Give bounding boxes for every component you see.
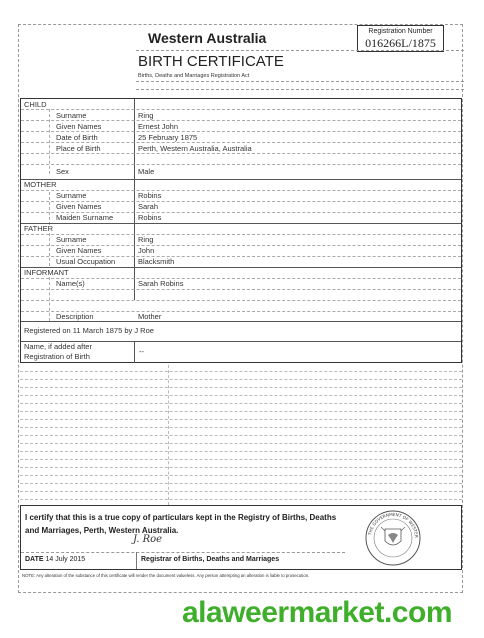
section-line	[21, 267, 461, 268]
subtitle-divider	[136, 81, 464, 82]
header-divider	[136, 50, 464, 51]
blank-ruled-area	[20, 365, 462, 505]
certificate-subtitle: Births, Deaths and Marriages Registration Act	[138, 73, 250, 79]
section-line	[21, 179, 461, 180]
row-line	[21, 190, 461, 191]
child-surname-value: Ring	[138, 111, 154, 120]
informant-description-label: Description	[56, 312, 94, 321]
ruled-line	[20, 403, 462, 404]
ruled-line	[20, 411, 462, 412]
date-label: DATE	[25, 556, 44, 563]
row-line	[21, 120, 461, 121]
state-title: Western Australia	[148, 30, 267, 46]
particulars-form	[20, 98, 462, 363]
father-section-label: FATHER	[24, 224, 54, 233]
row-line	[21, 278, 461, 279]
mother-maiden-label: Maiden Surname	[56, 213, 114, 222]
ruled-line	[20, 387, 462, 388]
row-line	[21, 109, 461, 110]
child-pob-value: Perth, Western Australia, Australia	[138, 144, 252, 153]
mother-surname-value: Robins	[138, 191, 162, 200]
ruled-line	[20, 459, 462, 460]
mother-indent-line	[49, 192, 50, 225]
father-given-label: Given Names	[56, 246, 102, 255]
ruled-line	[20, 435, 462, 436]
ruled-line	[20, 379, 462, 380]
ruled-line	[20, 467, 462, 468]
government-seal-icon	[363, 509, 423, 567]
father-occupation-label: Usual Occupation	[56, 257, 116, 266]
row-line	[21, 300, 461, 301]
child-surname-label: Surname	[56, 111, 87, 120]
mother-section-label: MOTHER	[24, 180, 57, 189]
ruled-line	[20, 475, 462, 476]
section-line	[21, 223, 461, 224]
child-given-value: Ernest John	[138, 122, 179, 131]
registrar-title: Registrar of Births, Deaths and Marriages	[141, 556, 280, 563]
mother-maiden-value: Robins	[138, 213, 162, 222]
registration-box	[357, 25, 444, 52]
section-line	[21, 321, 461, 322]
registration-number: 016266L/1875	[365, 36, 436, 50]
child-sex-label: Sex	[56, 167, 69, 176]
row-line	[21, 164, 461, 165]
ruled-line	[20, 427, 462, 428]
alteration-notice: NOTE: Any alteration of the substance of this certificate will render the document valueless. Any person attempting an alteration is liable to prosecution.	[22, 573, 310, 578]
informant-section-label: INFORMANT	[24, 268, 69, 277]
name-added-label-2: Registration of Birth	[24, 352, 90, 361]
row-line	[21, 289, 461, 290]
watermark-text: alaweermarket.com	[182, 596, 452, 629]
registrar-signature: J. Roe	[133, 534, 163, 545]
signature-line	[21, 552, 345, 553]
father-indent-line	[49, 233, 50, 266]
child-pob-label: Place of Birth	[56, 144, 101, 153]
ruled-line	[20, 443, 462, 444]
ruled-line	[20, 371, 462, 372]
mother-given-value: Sarah	[138, 202, 159, 211]
row-line	[21, 234, 461, 235]
name-added-column-line	[134, 341, 135, 363]
name-added-label-1: Name, if added after	[24, 342, 92, 351]
mother-given-label: Given Names	[56, 202, 102, 211]
ruled-line	[20, 499, 462, 500]
child-given-label: Given Names	[56, 122, 102, 131]
child-section-label: CHILD	[24, 100, 47, 109]
certificate-title: BIRTH CERTIFICATE	[138, 53, 284, 70]
certification-statement: I certify that this is a true copy of particulars kept in the Registry of Births, Deaths and Marriages, Perth, Western Australia.	[25, 513, 337, 535]
child-dob-label: Date of Birth	[56, 133, 98, 142]
row-line	[21, 131, 461, 132]
father-occupation-value: Blacksmith	[138, 257, 175, 266]
row-line	[21, 153, 461, 154]
date-value: 14 July 2015	[45, 556, 86, 563]
subtitle-divider-2	[136, 89, 464, 90]
ruled-line	[20, 419, 462, 420]
ruled-line	[20, 491, 462, 492]
certification-date	[25, 556, 85, 563]
father-given-value: John	[138, 246, 155, 255]
row-line	[21, 142, 461, 143]
father-surname-label: Surname	[56, 235, 87, 244]
date-separator	[136, 552, 137, 569]
ruled-line	[20, 395, 462, 396]
child-sex-value: Male	[138, 167, 155, 176]
father-surname-value: Ring	[138, 235, 154, 244]
informant-names-value: Sarah Robins	[138, 279, 184, 288]
registration-details: Registered on 11 March 1875 by J Roe	[24, 326, 154, 335]
certification-box	[20, 505, 462, 570]
child-dob-value: 25 February 1875	[138, 133, 198, 142]
informant-description-value: Mother	[138, 312, 162, 321]
value-column-line	[134, 99, 135, 300]
ruled-line	[20, 483, 462, 484]
registration-label: Registration Number	[368, 28, 433, 35]
mother-surname-label: Surname	[56, 191, 87, 200]
seal-text: THE GOVERNMENT OF WESTER	[367, 511, 420, 539]
informant-names-label: Name(s)	[56, 279, 85, 288]
ruled-line	[20, 451, 462, 452]
informant-indent-line	[49, 277, 50, 321]
name-added-value: --	[139, 347, 144, 356]
